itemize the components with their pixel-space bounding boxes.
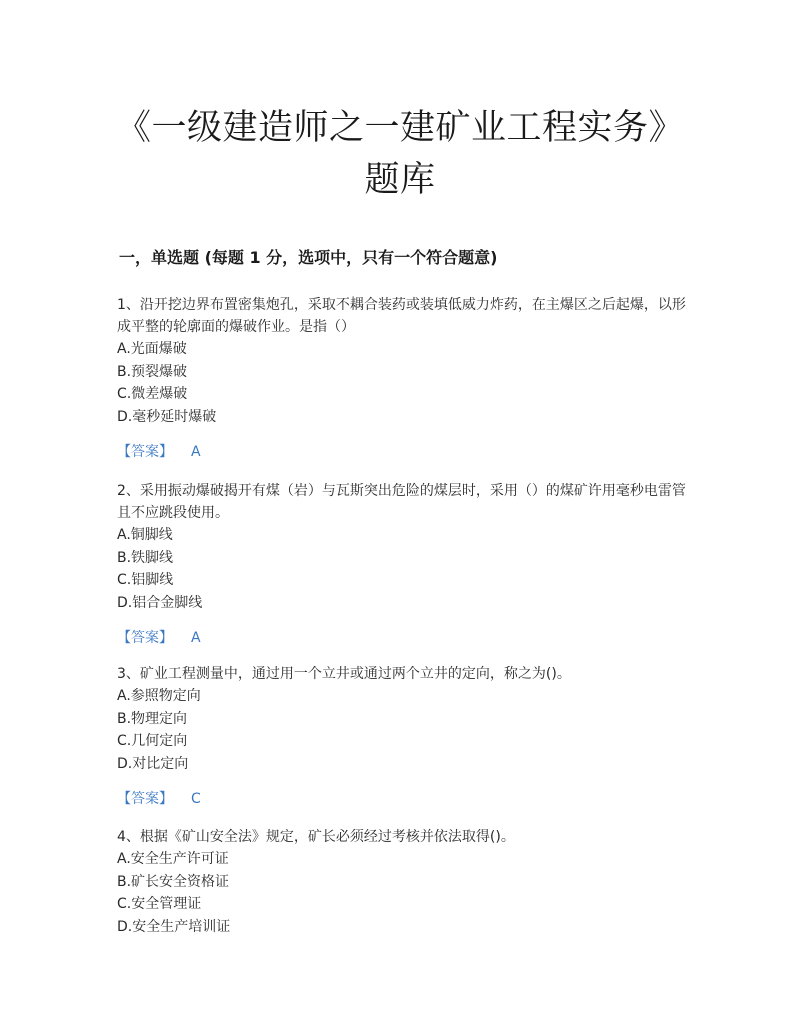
- document-title: 《一级建造师之一建矿业工程实务》: [115, 108, 684, 148]
- question-stem: 2、采用振动爆破揭开有煤（岩）与瓦斯突出危险的煤层时，采用（）的煤矿许用毫秒电雷管且不应跳段使用。: [117, 483, 686, 521]
- answer-line: [117, 789, 687, 809]
- question-2: [117, 480, 687, 648]
- option-a: A.参照物定向: [117, 688, 201, 704]
- option-c: C.铝脚线: [117, 572, 174, 588]
- option-a: A.安全生产许可证: [117, 851, 229, 867]
- answer-label: 【答案】: [117, 791, 173, 807]
- answer-line: [117, 442, 687, 462]
- document-subtitle: 题库: [364, 160, 436, 200]
- answer-label: 【答案】: [117, 444, 173, 460]
- option-d: D.毫秒延时爆破: [117, 408, 217, 425]
- option-d: D.铝合金脚线: [117, 594, 203, 611]
- question-3: [117, 663, 687, 809]
- option-b: B.物理定向: [117, 710, 188, 727]
- answer-value: A: [191, 444, 201, 460]
- option-c: C.几何定向: [117, 733, 188, 749]
- option-b: B.铁脚线: [117, 549, 174, 566]
- question-stem: 3、矿业工程测量中，通过用一个立井或通过两个立井的定向，称之为()。: [117, 666, 571, 682]
- answer-line: [117, 628, 687, 648]
- question-1: [117, 294, 687, 462]
- option-c: C.微差爆破: [117, 386, 188, 402]
- option-a: A.光面爆破: [117, 341, 187, 357]
- question-stem: 4、根据《矿山安全法》规定，矿长必须经过考核并依法取得()。: [117, 829, 515, 845]
- option-a: A.铜脚线: [117, 527, 173, 543]
- option-d: D.安全生产培训证: [117, 918, 231, 935]
- answer-value: C: [191, 791, 201, 807]
- section-heading: 一，单选题 (每题 1 分，选项中，只有一个符合题意): [119, 248, 498, 267]
- question-stem: 1、沿开挖边界布置密集炮孔，采取不耦合装药或装填低威力炸药，在主爆区之后起爆，以形成平整的轮廓面的爆破作业。是指（）: [117, 297, 686, 335]
- option-b: B.预裂爆破: [117, 363, 188, 380]
- answer-value: A: [191, 630, 201, 646]
- answer-label: 【答案】: [117, 630, 173, 646]
- option-b: B.矿长安全资格证: [117, 873, 230, 890]
- option-d: D.对比定向: [117, 755, 189, 772]
- option-c: C.安全管理证: [117, 896, 202, 912]
- question-4: [117, 826, 687, 938]
